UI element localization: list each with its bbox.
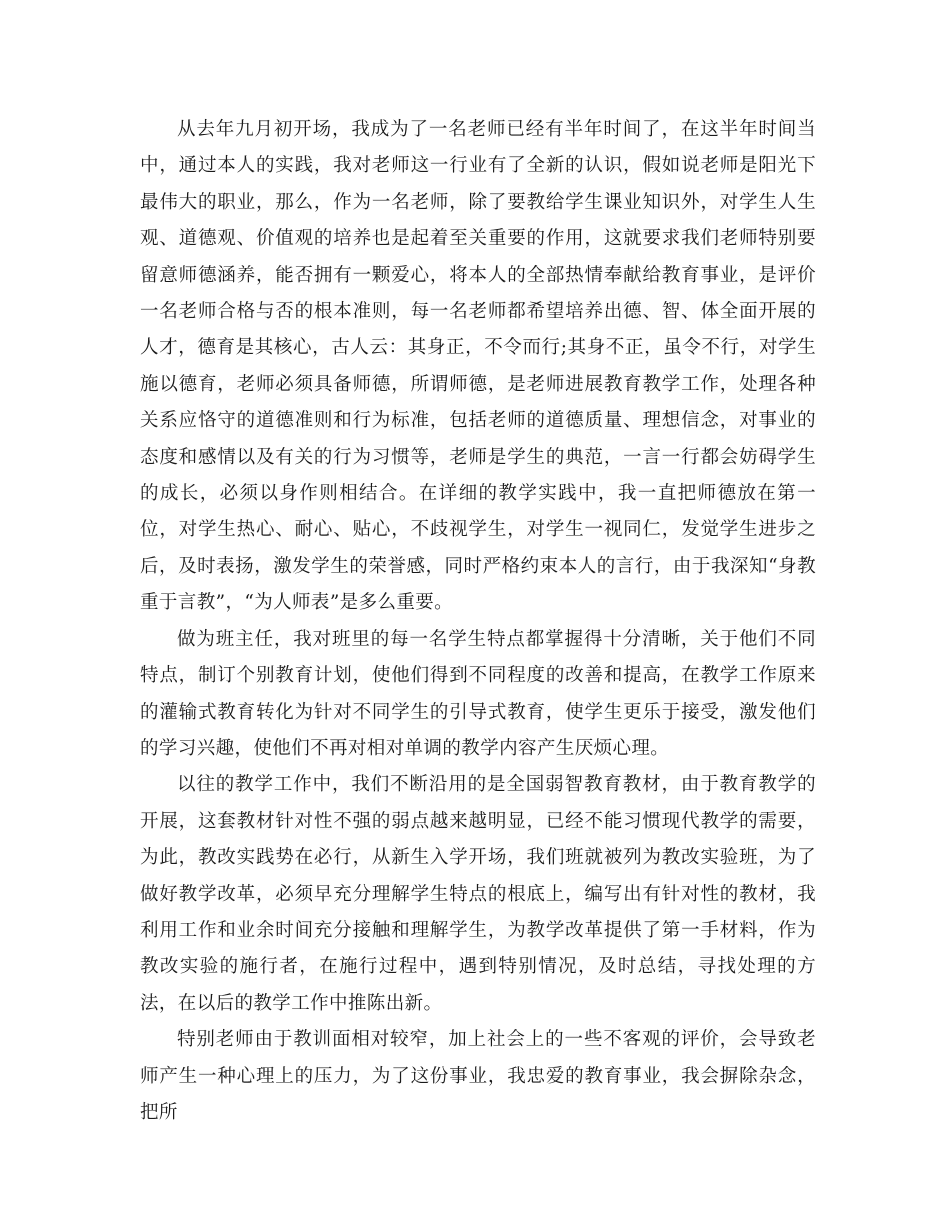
document-body <box>140 112 816 1131</box>
paragraph-3: 以往的教学工作中，我们不断沿用的是全国弱智教育教材，由于教育教学的开展，这套教材针对性不强的弱点越来越明显，已经不能习惯现代教学的需要，为此，教改实践势在必行，从新生入学开场，我们班就被列为教改实验班，为了做好教学改革，必须早充分理解学生特点的根底上，编写出有针对性的教材，我利用工作和业余时间充分接触和理解学生，为教学改革提供了第一手材料，作为教改实验的施行者，在施行过程中，遇到特别情况，及时总结，寻找处理的方法，在以后的教学工作中推陈出新。 <box>140 774 816 1014</box>
paragraph-2: 做为班主任，我对班里的每一名学生特点都掌握得十分清晰，关于他们不同特点，制订个别教育计划，使他们得到不同程度的改善和提高，在教学工作原来的灌输式教育转化为针对不同学生的引导式教育，使学生更乐于接受，激发他们的学习兴趣，使他们不再对相对单调的教学内容产生厌烦心理。 <box>140 628 816 759</box>
paragraph-4: 特别老师由于教训面相对较窄，加上社会上的一些不客观的评价，会导致老师产生一种心理上的压力，为了这份事业，我忠爱的教育事业，我会摒除杂念，把所 <box>140 1029 816 1123</box>
paragraph-1: 从去年九月初开场，我成为了一名老师已经有半年时间了，在这半年时间当中，通过本人的实践，我对老师这一行业有了全新的认识，假如说老师是阳光下最伟大的职业，那么，作为一名老师，除了要教给学生课业知识外，对学生人生观、道德观、价值观的培养也是起着至关重要的作用，这就要求我们老师特别要留意师德涵养，能否拥有一颗爱心，将本人的全部热情奉献给教育事业，是评价一名老师合格与否的根本准则，每一名老师都希望培养出德、智、体全面开展的人才，德育是其核心，古人云：其身正，不令而行;其身不正，虽令不行，对学生施以德育，老师必须具备师德，所谓师德，是老师进展教育教学工作，处理各种关系应恪守的道德准则和行为标准，包括老师的道德质量、理想信念，对事业的态度和感情以及有关的行为习惯等，老师是学生的典范，一言一行都会妨碍学生的成长，必须以身作则相结合。在详细的教学实践中，我一直把师德放在第一位，对学生热心、耐心、贴心，不歧视学生，对学生一视同仁，发觉学生进步之后，及时表扬，激发学生的荣誉感，同时严格约束本人的言行，由于我深知“身教重于言教”，“为人师表”是多么重要。 <box>140 119 816 614</box>
